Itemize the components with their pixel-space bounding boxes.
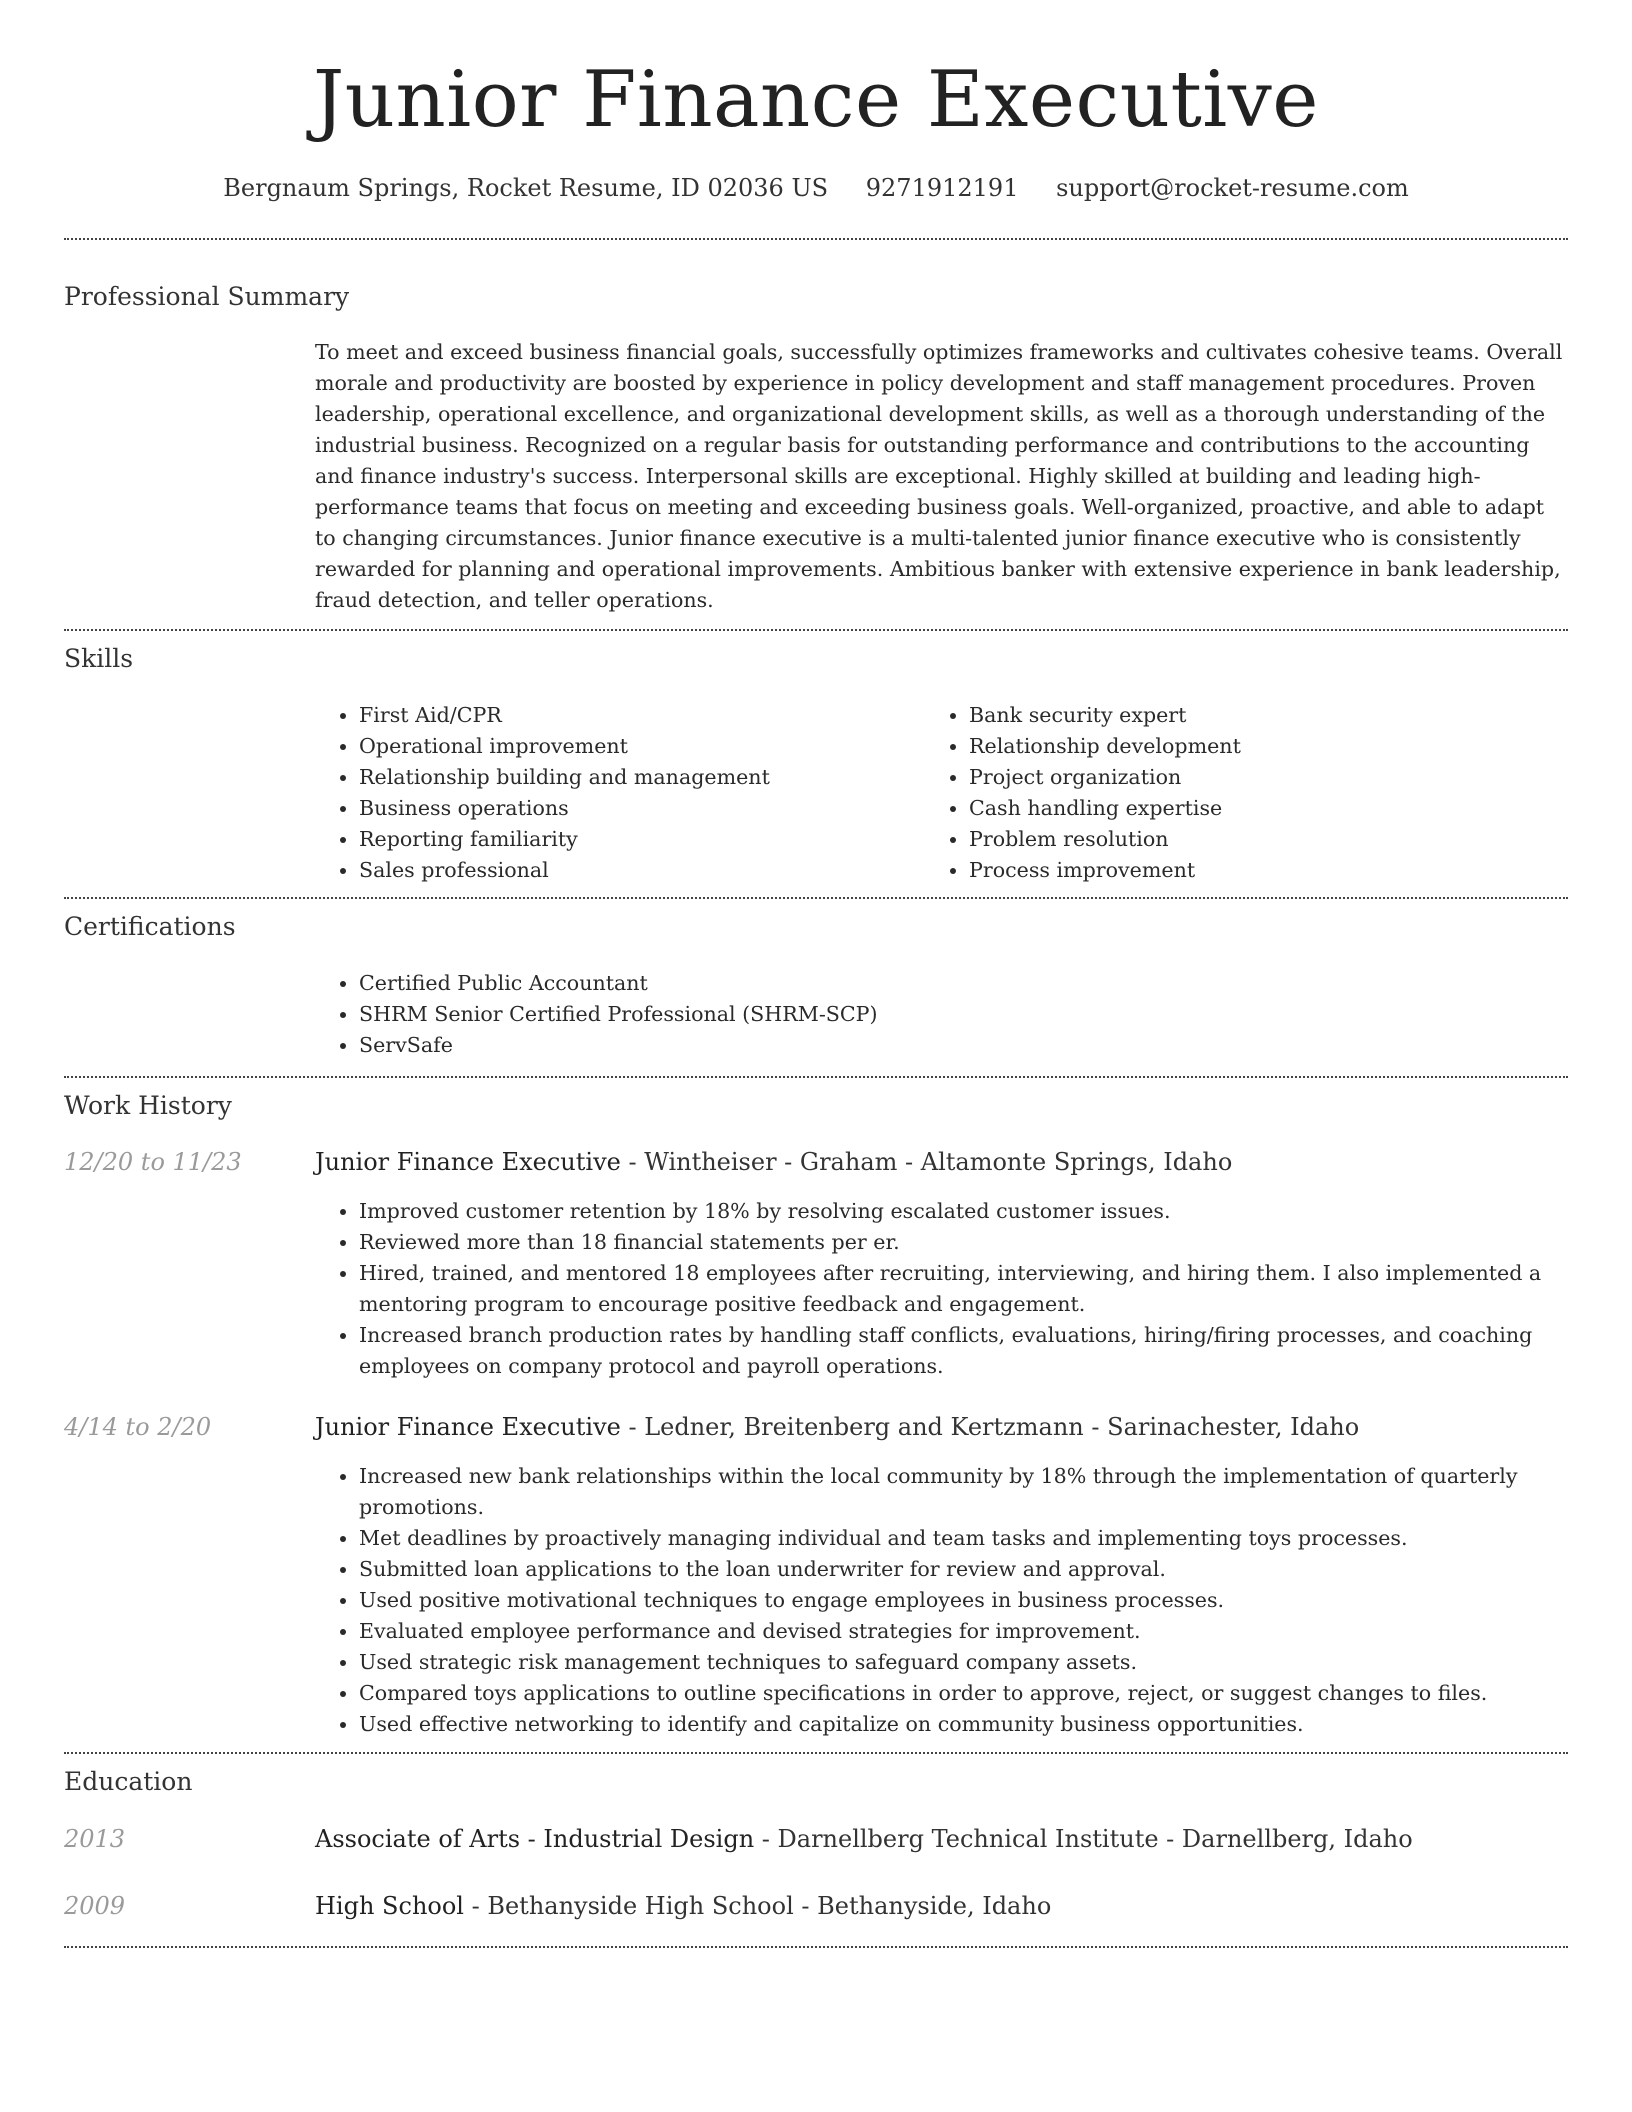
education-entry xyxy=(315,1890,1568,1922)
list-item: • Relationship building and management xyxy=(359,762,915,793)
section-title-work-history: Work History xyxy=(64,1091,232,1120)
list-item: • Relationship development xyxy=(969,731,1525,762)
job-dates: 12/20 to 11/23 xyxy=(64,1148,242,1176)
list-item: • Used strategic risk management techniques to safeguard company assets. xyxy=(359,1647,1568,1678)
education-school: - Bethanyside High School - Bethanyside, Idaho xyxy=(463,1892,1052,1920)
divider xyxy=(64,238,1568,240)
section-title-certifications: Certifications xyxy=(64,912,236,941)
job-role: Junior Finance Executive xyxy=(315,1148,621,1176)
list-item: • Cash handling expertise xyxy=(969,793,1525,824)
education-school: - Darnellberg Technical Institute - Darnellberg, Idaho xyxy=(754,1825,1413,1853)
job-title xyxy=(315,1146,1568,1178)
list-item: • Business operations xyxy=(359,793,915,824)
list-item: • Problem resolution xyxy=(969,824,1525,855)
section-title-summary: Professional Summary xyxy=(64,282,350,311)
list-item: • Project organization xyxy=(969,762,1525,793)
education-degree: Associate of Arts - Industrial Design xyxy=(315,1825,755,1853)
list-item: • Compared toys applications to outline specifications in order to approve, reject, or suggest changes to files. xyxy=(359,1678,1568,1709)
job-role: Junior Finance Executive xyxy=(315,1413,621,1441)
list-item: • Increased branch production rates by handling staff conflicts, evaluations, hiring/firing processes, and coaching employees on company protocol and payroll operations. xyxy=(359,1320,1568,1382)
list-item: • First Aid/CPR xyxy=(359,700,915,731)
contact-phone: 9271912191 xyxy=(865,174,1019,202)
contact-line xyxy=(64,172,1568,204)
skills-column-left xyxy=(315,700,915,886)
list-item: • Operational improvement xyxy=(359,731,915,762)
list-item: • ServSafe xyxy=(359,1030,1568,1061)
list-item: • Bank security expert xyxy=(969,700,1525,731)
list-item: • Increased new bank relationships within the local community by 18% through the implementation of quarterly promotions. xyxy=(359,1461,1568,1523)
skills-column-right xyxy=(925,700,1525,886)
list-item: • Improved customer retention by 18% by resolving escalated customer issues. xyxy=(359,1196,1568,1227)
section-title-skills: Skills xyxy=(64,644,134,673)
list-item: • SHRM Senior Certified Professional (SHRM-SCP) xyxy=(359,999,1568,1030)
list-item: • Process improvement xyxy=(969,855,1525,886)
job-title xyxy=(315,1411,1568,1443)
divider xyxy=(64,1076,1568,1078)
list-item: • Reviewed more than 18 financial statements per er. xyxy=(359,1227,1568,1258)
job-bullets xyxy=(315,1461,1568,1740)
divider xyxy=(64,1946,1568,1948)
list-item: • Certified Public Accountant xyxy=(359,968,1568,999)
education-degree: High School xyxy=(315,1892,464,1920)
summary-text: To meet and exceed business financial goals, successfully optimizes frameworks and cultivates cohesive teams. Overall morale and productivity are boosted by experience in policy development and staff management procedures. Proven leadership, operational excellence, and organizational development skills, as well as a thorough understanding of the industrial business. Recognized on a regular basis for outstanding performance and contributions to the accounting and finance industry's success. Interpersonal skills are exceptional. Highly skilled at building and leading high-performance teams that focus on meeting and exceeding business goals. Well-organized, proactive, and able to adapt to changing circumstances. Junior finance executive is a multi-talented junior finance executive who is consistently rewarded for planning and operational improvements. Ambitious banker with extensive experience in bank leadership, fraud detection, and teller operations. xyxy=(315,340,1563,612)
list-item: • Used effective networking to identify and capitalize on community business opportunities. xyxy=(359,1709,1568,1740)
list-item: • Submitted loan applications to the loan underwriter for review and approval. xyxy=(359,1554,1568,1585)
list-item: • Reporting familiarity xyxy=(359,824,915,855)
list-item: • Sales professional xyxy=(359,855,915,886)
job-dates: 4/14 to 2/20 xyxy=(64,1413,212,1441)
section-title-education: Education xyxy=(64,1767,193,1796)
education-entry xyxy=(315,1823,1568,1855)
divider xyxy=(64,629,1568,631)
divider xyxy=(64,1752,1568,1754)
list-item: • Used positive motivational techniques to engage employees in business processes. xyxy=(359,1585,1568,1616)
education-year: 2009 xyxy=(64,1892,126,1920)
list-item: • Evaluated employee performance and devised strategies for improvement. xyxy=(359,1616,1568,1647)
list-item: • Met deadlines by proactively managing individual and team tasks and implementing toys processes. xyxy=(359,1523,1568,1554)
contact-email: support@rocket-resume.com xyxy=(1056,174,1409,202)
contact-address: Bergnaum Springs, Rocket Resume, ID 02036 US xyxy=(223,174,829,202)
job-employer: - Wintheiser - Graham - Altamonte Springs, Idaho xyxy=(620,1148,1233,1176)
job-bullets xyxy=(315,1196,1568,1382)
list-item: • Hired, trained, and mentored 18 employees after recruiting, interviewing, and hiring them. I also implemented a mentoring program to encourage positive feedback and engagement. xyxy=(359,1258,1568,1320)
education-year: 2013 xyxy=(64,1825,126,1853)
job-employer: - Ledner, Breitenberg and Kertzmann - Sarinachester, Idaho xyxy=(620,1413,1360,1441)
candidate-name: Junior Finance Executive xyxy=(313,55,1319,145)
divider xyxy=(64,897,1568,899)
certifications-list xyxy=(315,968,1568,1061)
